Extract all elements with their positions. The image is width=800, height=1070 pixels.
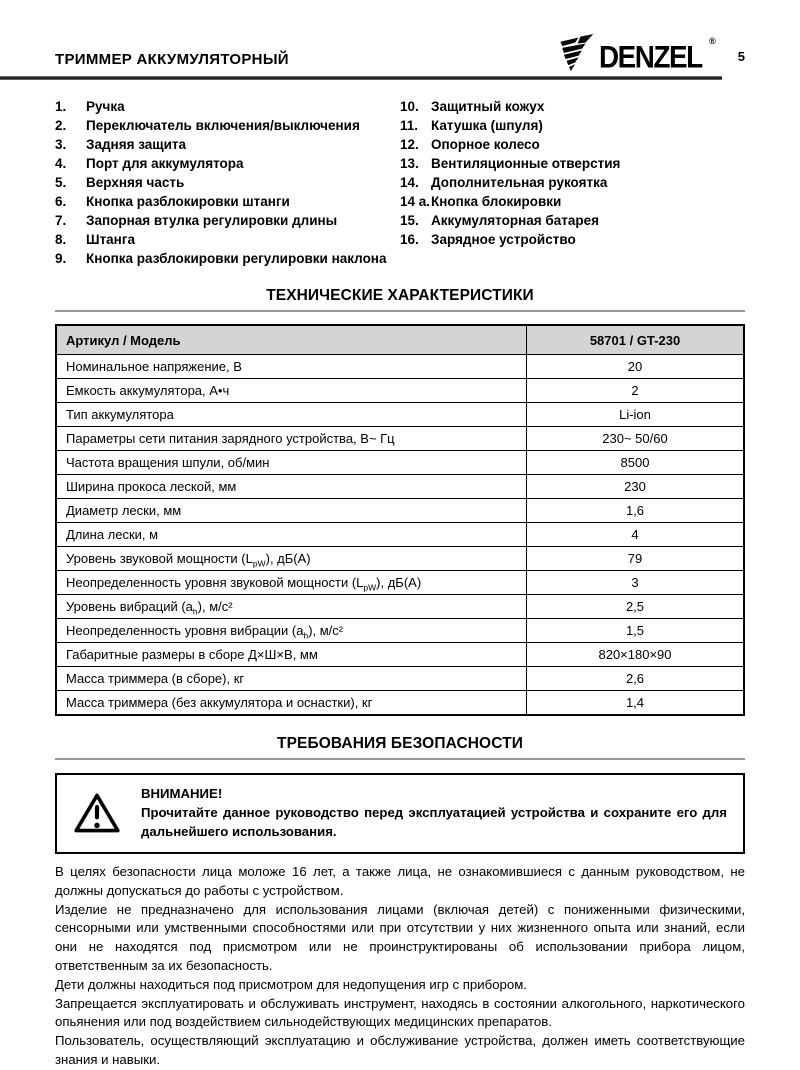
page-number: 5 bbox=[737, 49, 745, 64]
spec-param: Номинальное напряжение, В bbox=[56, 355, 527, 379]
part-item bbox=[400, 173, 745, 192]
part-number: 4. bbox=[55, 156, 67, 171]
spec-value: 2 bbox=[527, 379, 745, 403]
part-number: 15. bbox=[400, 213, 419, 228]
brand-wordmark: DENZEL bbox=[599, 41, 702, 76]
part-number: 10. bbox=[400, 99, 419, 114]
part-item bbox=[400, 97, 745, 116]
part-label: Опорное колесо bbox=[431, 137, 540, 152]
part-label: Штанга bbox=[86, 232, 135, 247]
spec-param: Масса триммера (в сборе), кг bbox=[56, 667, 527, 691]
header-right bbox=[556, 34, 745, 76]
registered-trademark-symbol: ® bbox=[709, 36, 716, 46]
spec-value: 1,6 bbox=[527, 499, 745, 523]
header-divider-bar bbox=[0, 76, 722, 80]
part-number: 3. bbox=[55, 137, 67, 152]
part-item bbox=[55, 230, 400, 249]
specs-table-head bbox=[56, 325, 744, 355]
part-number: 1. bbox=[55, 99, 67, 114]
page-title: ТРИММЕР АККУМУЛЯТОРНЫЙ bbox=[55, 51, 289, 68]
spec-param: Неопределенность уровня вибрации $(a_h)$, м/с² bbox=[56, 619, 527, 643]
part-item bbox=[55, 192, 400, 211]
specs-header-row bbox=[56, 325, 744, 355]
spec-value: 230~ 50/60 bbox=[527, 427, 745, 451]
parts-list-left-column bbox=[55, 97, 400, 268]
spec-value: 4 bbox=[527, 523, 745, 547]
part-number: 2. bbox=[55, 118, 67, 133]
spec-row bbox=[56, 475, 744, 499]
part-item bbox=[55, 116, 400, 135]
specs-header-param: Артикул / Модель bbox=[56, 325, 527, 355]
spec-row bbox=[56, 403, 744, 427]
part-label: Вентиляционные отверстия bbox=[431, 156, 621, 171]
parts-list-right-column bbox=[400, 97, 745, 268]
spec-param: Тип аккумулятора bbox=[56, 403, 527, 427]
spec-param: Неопределенность уровня звуковой мощности $(L_{pW})$, дБ(А) bbox=[56, 571, 527, 595]
specs-table-body bbox=[56, 355, 744, 716]
spec-value: 1,4 bbox=[527, 691, 745, 716]
part-number: 13. bbox=[400, 156, 419, 171]
part-label: Аккумуляторная батарея bbox=[431, 213, 599, 228]
part-item bbox=[400, 230, 745, 249]
specs-heading-rule bbox=[55, 310, 745, 312]
spec-param: Параметры сети питания зарядного устройства, В~ Гц bbox=[56, 427, 527, 451]
part-item bbox=[400, 116, 745, 135]
safety-section-heading: ТРЕБОВАНИЯ БЕЗОПАСНОСТИ bbox=[277, 735, 523, 752]
part-item bbox=[400, 192, 745, 211]
spec-param: Длина лески, м bbox=[56, 523, 527, 547]
spec-value: 8500 bbox=[527, 451, 745, 475]
part-number: 14 а. bbox=[400, 194, 431, 209]
safety-paragraph: Пользователь, осуществляющий эксплуатацию и обслуживание устройства, должен иметь соответствующие знания и навыки. bbox=[55, 1033, 745, 1067]
part-label: Кнопка разблокировки регулировки наклона bbox=[86, 251, 387, 266]
spec-row bbox=[56, 427, 744, 451]
part-label: Катушка (шпуля) bbox=[431, 118, 543, 133]
part-item bbox=[55, 154, 400, 173]
specs-header-value: 58701 / GT-230 bbox=[527, 325, 745, 355]
part-label: Кнопка блокировки bbox=[431, 194, 562, 209]
spec-param: Емкость аккумулятора, А•ч bbox=[56, 379, 527, 403]
parts-list bbox=[55, 97, 745, 268]
spec-row bbox=[56, 451, 744, 475]
safety-paragraph: В целях безопасности лица моложе 16 лет, а также лица, не ознакомившиеся с данным руководством, не должны допускаться до работы с устройством. bbox=[55, 864, 745, 898]
safety-paragraph: Запрещается эксплуатировать и обслуживать инструмент, находясь в состоянии алкогольного, наркотического опьянения или под воздействием сильнодействующих медицинских препаратов. bbox=[55, 995, 745, 1030]
denzel-shield-icon bbox=[556, 34, 596, 72]
spec-value: 2,5 bbox=[527, 595, 745, 619]
warning-title: ВНИМАНИЕ! bbox=[141, 786, 223, 801]
warning-body: Прочитайте данное руководство перед эксплуатацией устройства и сохраните его для дальнейшего использования. bbox=[141, 805, 727, 839]
safety-paragraph: Дети должны находиться под присмотром для недопущения игр с прибором. bbox=[55, 976, 527, 992]
part-label: Переключатель включения/выключения bbox=[86, 118, 360, 133]
part-label: Задняя защита bbox=[86, 137, 187, 152]
part-item bbox=[55, 135, 400, 154]
spec-value: 230 bbox=[527, 475, 745, 499]
part-label: Дополнительная рукоятка bbox=[431, 175, 608, 190]
spec-param: Масса триммера (без аккумулятора и оснастки), кг bbox=[56, 691, 527, 716]
part-number: 11. bbox=[400, 118, 419, 133]
spec-param: Габаритные размеры в сборе Д×Ш×В, мм bbox=[56, 643, 527, 667]
safety-heading-rule bbox=[55, 758, 745, 760]
safety-paragraph: Изделие не предназначено для использования лицами (включая детей) с пониженными физическими, сенсорными или умственными способностями или при отсутствии у них жизненного опыта или знаний, если они не находятся под присмотром или не проинструктированы об использовании прибора лицом, ответственным за их безопасность. bbox=[55, 901, 745, 973]
part-label: Защитный кожух bbox=[431, 99, 545, 114]
spec-value: 3 bbox=[527, 571, 745, 595]
part-item bbox=[55, 97, 400, 116]
part-label: Кнопка разблокировки штанги bbox=[86, 194, 290, 209]
spec-row bbox=[56, 571, 744, 595]
part-item bbox=[55, 173, 400, 192]
part-number: 6. bbox=[55, 194, 67, 209]
part-number: 5. bbox=[55, 175, 67, 190]
spec-row bbox=[56, 595, 744, 619]
spec-param: Диаметр лески, мм bbox=[56, 499, 527, 523]
spec-param: Уровень звуковой мощности $(L_{pW})$, дБ(А) bbox=[56, 547, 527, 571]
part-label: Порт для аккумулятора bbox=[86, 156, 244, 171]
spec-row bbox=[56, 619, 744, 643]
brand-logo bbox=[556, 34, 716, 76]
part-number: 7. bbox=[55, 213, 67, 228]
part-number: 9. bbox=[55, 251, 67, 266]
part-number: 14. bbox=[400, 175, 419, 190]
part-label: Запорная втулка регулировки длины bbox=[86, 213, 338, 228]
spec-value: Li-ion bbox=[527, 403, 745, 427]
spec-value: 2,6 bbox=[527, 667, 745, 691]
spec-row bbox=[56, 379, 744, 403]
spec-row bbox=[56, 499, 744, 523]
part-item bbox=[400, 154, 745, 173]
spec-row bbox=[56, 547, 744, 571]
warning-box bbox=[55, 773, 745, 854]
spec-row bbox=[56, 523, 744, 547]
part-number: 8. bbox=[55, 232, 67, 247]
spec-param: Частота вращения шпули, об/мин bbox=[56, 451, 527, 475]
page-header bbox=[55, 34, 745, 76]
spec-value: 1,5 bbox=[527, 619, 745, 643]
part-item bbox=[55, 211, 400, 230]
warning-text bbox=[141, 784, 727, 841]
part-number: 16. bbox=[400, 232, 419, 247]
specs-section-heading: ТЕХНИЧЕСКИЕ ХАРАКТЕРИСТИКИ bbox=[266, 287, 534, 304]
part-item bbox=[400, 135, 745, 154]
spec-param: Ширина прокоса леской, мм bbox=[56, 475, 527, 499]
part-item bbox=[400, 211, 745, 230]
spec-value: 20 bbox=[527, 355, 745, 379]
part-label: Зарядное устройство bbox=[431, 232, 576, 247]
part-label: Ручка bbox=[86, 99, 125, 114]
specs-table bbox=[55, 324, 745, 716]
spec-value: 79 bbox=[527, 547, 745, 571]
spec-value: 820×180×90 bbox=[527, 643, 745, 667]
spec-row bbox=[56, 691, 744, 716]
spec-param: Уровень вибраций $(a_h)$, м/с² bbox=[56, 595, 527, 619]
part-item bbox=[55, 249, 400, 268]
safety-paragraphs bbox=[55, 863, 745, 1070]
spec-row bbox=[56, 667, 744, 691]
spec-row bbox=[56, 643, 744, 667]
part-number: 12. bbox=[400, 137, 419, 152]
warning-triangle-icon bbox=[73, 791, 121, 835]
spec-row bbox=[56, 355, 744, 379]
part-label: Верхняя часть bbox=[86, 175, 185, 190]
